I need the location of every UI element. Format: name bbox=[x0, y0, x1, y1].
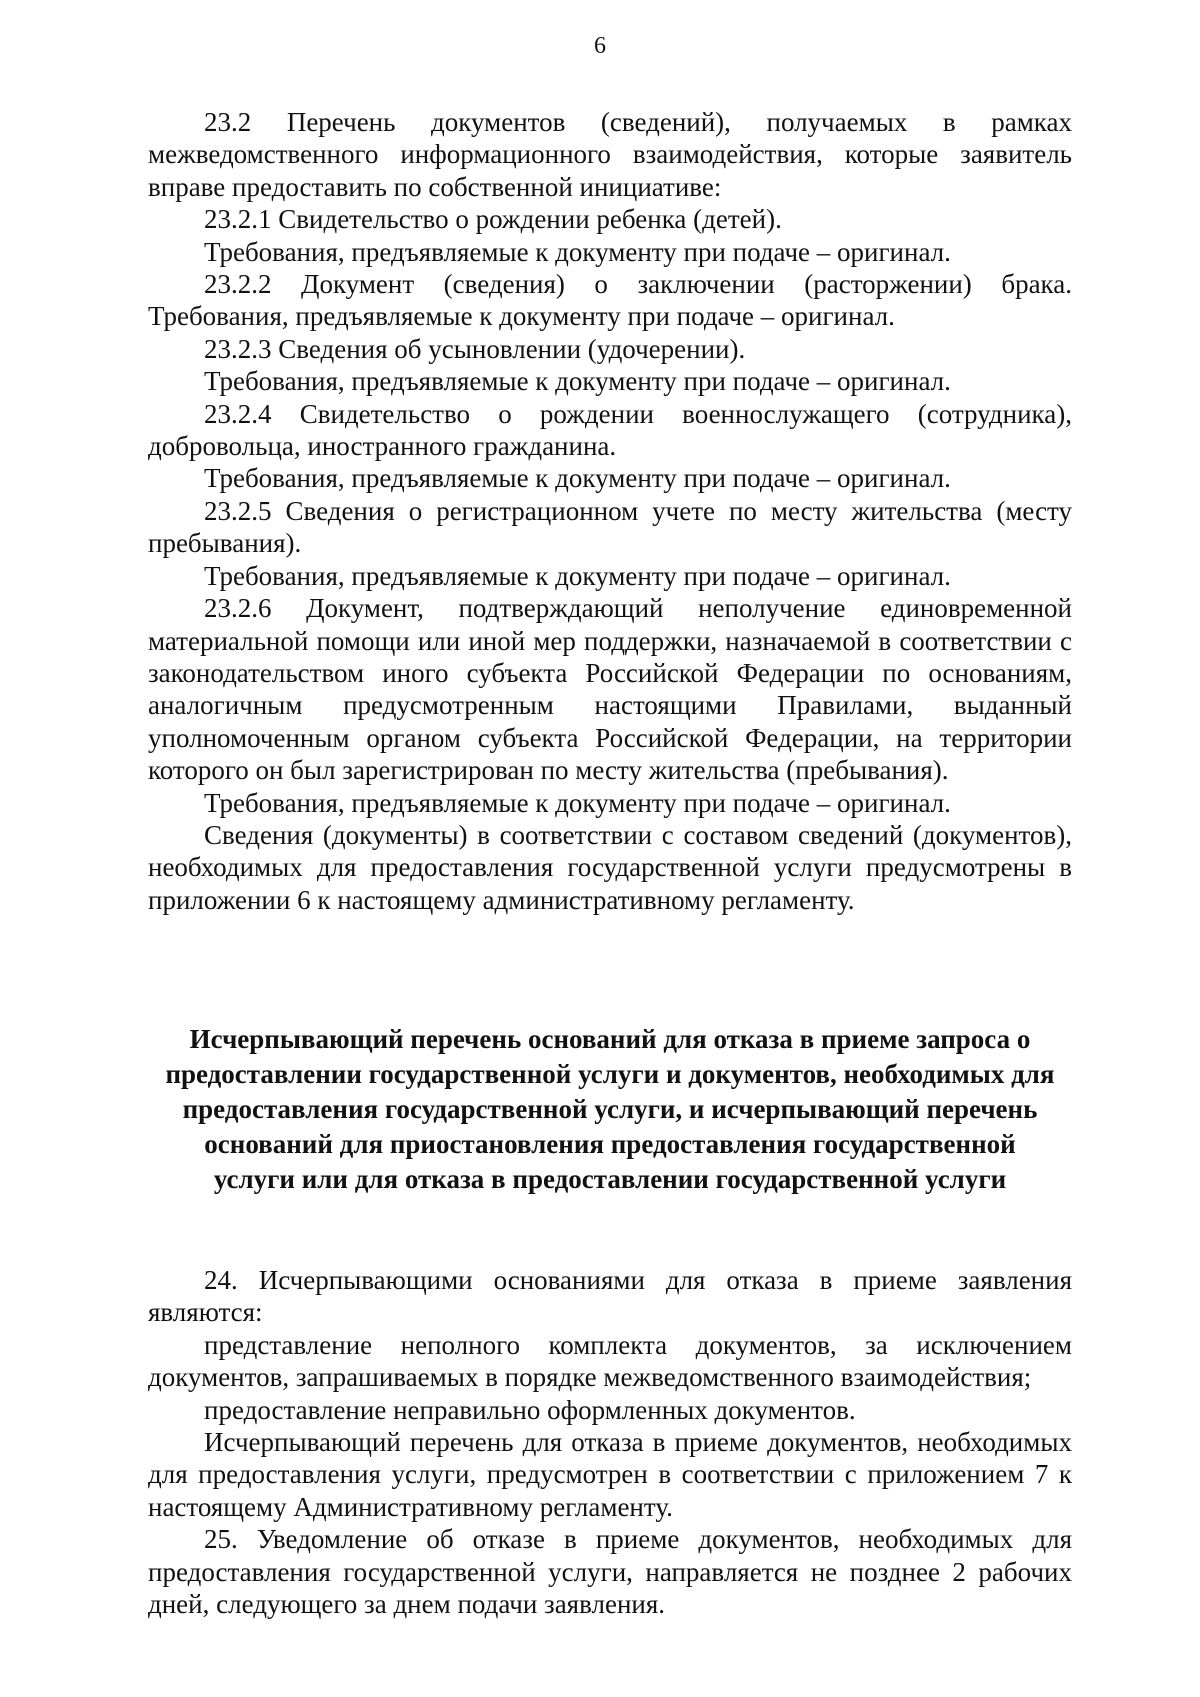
paragraph: Требования, предъявляемые к документу при подаче – оригинал. bbox=[204, 560, 951, 591]
heading-line: предоставлении государственной услуги и документов, необходимых для bbox=[165, 1059, 1055, 1089]
paragraph: 25. Уведомление об отказе в приеме документов, необходимых для предоставления государственной услуги, направляется не позднее 2 рабочих дней, следующего за днем подачи заявления. bbox=[148, 1524, 1072, 1620]
paragraph: 23.2.5 Сведения о регистрационном учете по месту жительства (месту пребывания). bbox=[148, 495, 1072, 559]
paragraph: 23.2.1 Свидетельство о рождении ребенка (детей). bbox=[204, 204, 782, 235]
paragraph: представление неполного комплекта документов, за исключением документов, запрашиваемых в порядке межведомственного взаимодействия; bbox=[148, 1329, 1072, 1393]
paragraph: Требования, предъявляемые к документу при подаче – оригинал. bbox=[204, 787, 951, 818]
paragraph: Сведения (документы) в соответствии с составом сведений (документов), необходимых для предоставления государственной услуги предусмотрены в приложении 6 к настоящему административному регламенту. bbox=[148, 819, 1072, 915]
heading-line: предоставления государственной услуги, и исчерпывающий перечень bbox=[182, 1094, 1038, 1124]
page-number: 6 bbox=[594, 33, 606, 59]
paragraph: предоставление неправильно оформленных документов. bbox=[204, 1394, 856, 1425]
paragraph: Требования, предъявляемые к документу при подаче – оригинал. bbox=[204, 366, 951, 397]
section-23-2 bbox=[148, 106, 1072, 916]
heading-line: Исчерпывающий перечень оснований для отказа в приеме запроса о bbox=[189, 1024, 1031, 1054]
paragraph: 24. Исчерпывающими основаниями для отказа в приеме заявления являются: bbox=[148, 1265, 1072, 1328]
section-24-25 bbox=[148, 1264, 1072, 1620]
paragraph: Требования, предъявляемые к документу при подаче – оригинал. bbox=[204, 463, 951, 494]
paragraph: Требования, предъявляемые к документу при подаче – оригинал. bbox=[204, 236, 951, 267]
heading-line: оснований для приостановления предоставления государственной bbox=[204, 1129, 1016, 1159]
paragraph: 23.2.4 Свидетельство о рождении военнослужащего (сотрудника), добровольца, иностранного гражданина. bbox=[148, 398, 1072, 462]
paragraph: 23.2 Перечень документов (сведений), получаемых в рамках межведомственного информационного взаимодействия, которые заявитель вправе предоставить по собственной инициативе: bbox=[148, 107, 1072, 202]
paragraph: 23.2.2 Документ (сведения) о заключении (расторжении) брака. Требования, предъявляемые к документу при подаче – оригинал. bbox=[148, 269, 1072, 332]
heading-line: услуги или для отказа в предоставлении государственной услуги bbox=[213, 1164, 1007, 1194]
section-heading bbox=[148, 1022, 1072, 1197]
paragraph: 23.2.6 Документ, подтверждающий неполучение единовременной материальной помощи или иной мер поддержки, назначаемой в соответствии с законодательством иного субъекта Российской Федерации по основаниям, аналогичным предусмотренным настоящими Правилами, выданный уполномоченным органом субъекта Российской Федерации, на территории которого он был зарегистрирован по месту жительства (пребывания). bbox=[148, 593, 1072, 786]
paragraph: 23.2.3 Сведения об усыновлении (удочерении). bbox=[204, 333, 746, 364]
paragraph: Исчерпывающий перечень для отказа в приеме документов, необходимых для предоставления услуги, предусмотрен в соответствии с приложением 7 к настоящему Административному регламенту. bbox=[148, 1427, 1072, 1522]
